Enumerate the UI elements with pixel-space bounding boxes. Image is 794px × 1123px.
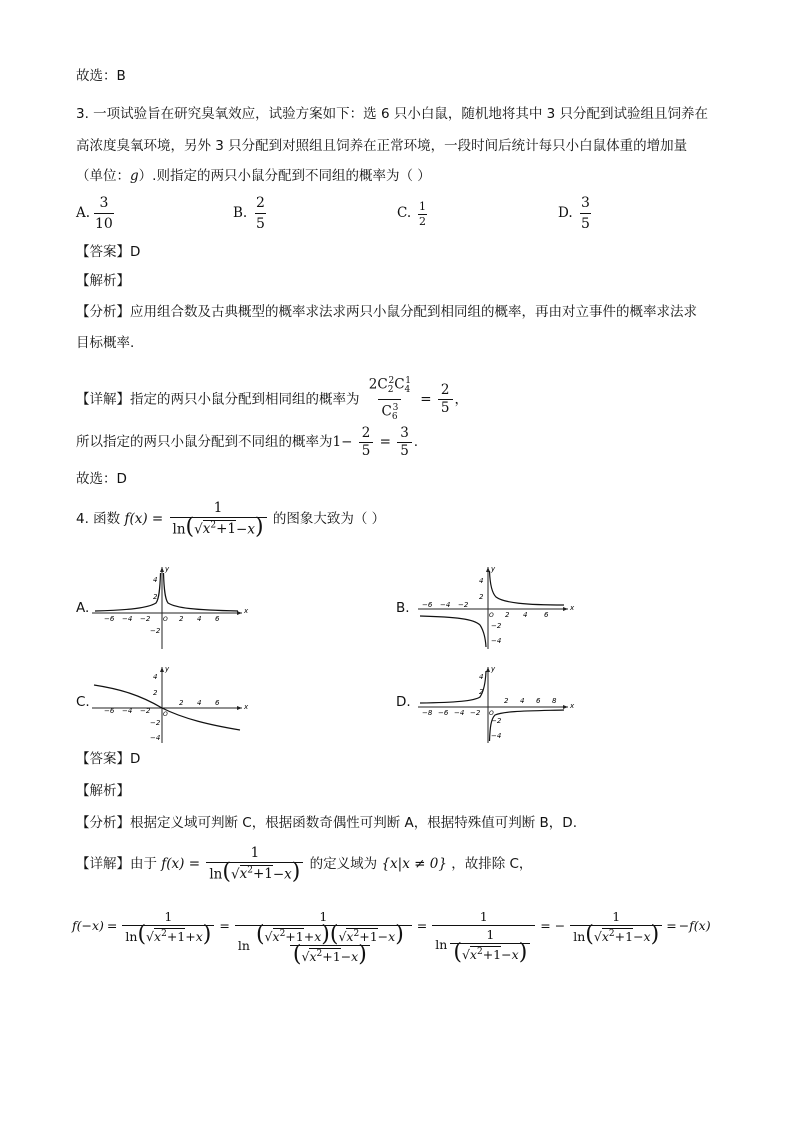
graph-c-xlabel: x bbox=[244, 703, 249, 711]
graph-d-ytick: −2 bbox=[491, 717, 502, 725]
q3-stem-line3 bbox=[76, 166, 431, 186]
graph-b-xtick: 4 bbox=[523, 611, 528, 619]
graph-c-ytick: 4 bbox=[153, 673, 158, 681]
q4-stem bbox=[76, 498, 385, 540]
q3-option-c-label: C. bbox=[397, 205, 412, 221]
q4-option-c-label: C. bbox=[76, 694, 90, 710]
graph-c-xtick: 6 bbox=[215, 699, 220, 707]
graph-d-xlabel: x bbox=[570, 702, 575, 710]
q4-option-a-label: A. bbox=[76, 600, 90, 616]
graph-d-xtick: −8 bbox=[422, 709, 433, 717]
q4-jiexi-heading: 【解析】 bbox=[76, 783, 130, 799]
q3-final-choice: 故选：D bbox=[76, 471, 127, 487]
q3-fraction-2-5 bbox=[359, 425, 374, 460]
graph-b-ylabel: y bbox=[491, 565, 496, 573]
graph-a-xlabel: x bbox=[244, 607, 249, 615]
graph-a-ytick: 4 bbox=[153, 576, 158, 584]
q3-analysis-line2: 目标概率. bbox=[76, 335, 135, 351]
q3-jiexi-heading: 【解析】 bbox=[76, 273, 130, 289]
q3-option-c-fraction bbox=[418, 200, 427, 229]
q3-analysis-line1: 【分析】应用组合数及古典概型的概率求法求两只小鼠分配到相同组的概率，再由对立事件的概率求法求 bbox=[76, 304, 697, 320]
q3-option-b-den: 5 bbox=[255, 213, 266, 234]
q3-result-num: 3 bbox=[400, 424, 409, 441]
q3-detail2-text: 所以指定的两只小鼠分配到不同组的概率为 bbox=[76, 434, 333, 450]
q3-frac-den: 5 bbox=[359, 442, 374, 460]
q3-unit-prefix: （单位： bbox=[76, 168, 130, 184]
q3-result-den: 5 bbox=[397, 442, 412, 460]
q4-step3: 1 ln $\frac{1}{(√x^2+1-x)}$ bbox=[432, 908, 535, 963]
graph-c-xtick: 2 bbox=[179, 699, 184, 707]
graph-a-xtick: −2 bbox=[140, 615, 151, 623]
q4-detail-prefix: 【详解】由于 bbox=[76, 856, 157, 872]
q3-stem-line1: 3. 一项试验旨在研究臭氧效应，试验方案如下：选 6 只小白鼠，随机地将其中 3 只分配到试验组且饲养在 bbox=[76, 106, 709, 122]
q3-frac-num: 2 bbox=[361, 424, 371, 441]
q3-stem-line2: 高浓度臭氧环境，另外 3 只分配到对照组且饲养在正常环境，一段时间后统计每只小白鼠体重的增加量 bbox=[76, 138, 688, 154]
q4-eq: = bbox=[151, 511, 164, 527]
q3-detail2-end: . bbox=[413, 434, 419, 450]
graph-a-xtick: −4 bbox=[122, 615, 133, 623]
q4-number: 4. 函数 bbox=[76, 511, 121, 527]
q4-detail-fraction: $\frac{1}{\ln(√x^2+1-x)}$ bbox=[206, 845, 303, 884]
graph-b-xtick: −4 bbox=[440, 601, 451, 609]
q4-detail-num: 1 bbox=[250, 844, 260, 861]
q4-detail-line bbox=[76, 842, 532, 886]
q3-same-group-prob bbox=[438, 382, 453, 417]
q3-option-b-fraction bbox=[255, 193, 266, 234]
q4-domain-set: {x|x ≠ 0} bbox=[381, 856, 447, 872]
q4-f-neg-x: f(−x) bbox=[72, 918, 104, 933]
graph-b-xlabel: x bbox=[570, 604, 575, 612]
graph-b-origin: O bbox=[489, 612, 494, 619]
q4-detail-eq: = bbox=[188, 856, 201, 872]
q3-combination-fraction: $\frac{2C_2^2C_4^1}{C_6^3}$ bbox=[366, 373, 414, 426]
q3-detail-line1 bbox=[76, 373, 468, 426]
q3-same-prob-den: 5 bbox=[438, 399, 453, 417]
q4-step1: $\frac{1}{\ln(√x^2+1+x)}$ bbox=[122, 908, 214, 945]
q3-stem-end: ）.则指定的两只小鼠分配到不同组的概率为（ ） bbox=[138, 168, 431, 184]
q3-detail1-eq: = bbox=[420, 391, 432, 408]
q4-num: 1 bbox=[213, 499, 223, 516]
graph-option-a bbox=[90, 563, 250, 651]
graph-c-xtick: 4 bbox=[197, 699, 202, 707]
graph-d-xtick: −2 bbox=[470, 709, 481, 717]
graph-d-ytick: 4 bbox=[479, 673, 484, 681]
answer-choice-prev: 故选：B bbox=[76, 68, 126, 84]
q3-option-a-den: 10 bbox=[94, 213, 114, 234]
graph-a-ylabel: y bbox=[165, 565, 170, 573]
q4-step2: 1 ln $\frac{(√x^2+1+x)(√x^2+1-x)}{(√x^2+1-x)}$ bbox=[235, 908, 412, 965]
q3-detail1-text: 【详解】指定的两只小鼠分配到相同组的概率为 bbox=[76, 391, 360, 408]
graph-b-xtick: −6 bbox=[422, 601, 433, 609]
graph-a-origin: O bbox=[163, 616, 168, 623]
graph-b-xtick: −2 bbox=[458, 601, 469, 609]
graph-option-c bbox=[90, 663, 250, 745]
graph-b-ytick: −2 bbox=[491, 622, 502, 630]
q3-fraction-3-5 bbox=[397, 425, 412, 460]
graph-option-b bbox=[416, 563, 576, 651]
graph-b-curve-left bbox=[420, 616, 486, 647]
q4-answer: 【答案】D bbox=[76, 751, 141, 767]
graph-b-ytick: −4 bbox=[491, 637, 502, 645]
graph-d-xtick: −6 bbox=[438, 709, 449, 717]
graph-b-xtick: 6 bbox=[544, 611, 549, 619]
graph-c-xtick: −6 bbox=[104, 707, 115, 715]
q4-odd-function-derivation: f(−x) = $\frac{1}{\ln(√x^2+1+x)}$ = 1 ln $\frac{(√x^2+1+x)(√x^2+1-x)}{(√x^2+1-x)}$ = 1 ln $\frac{1}{(√x^2+1-x)}$ = − $\frac{1}{\ln(√x^2+1-x)}$ = −f(x) bbox=[72, 909, 711, 968]
graph-a-curve-right bbox=[164, 573, 239, 611]
q3-option-d-den: 5 bbox=[580, 213, 591, 234]
graph-b-ytick: 4 bbox=[479, 577, 484, 585]
q4-detail-suffix: ，故排除 C， bbox=[451, 856, 533, 872]
q4-detail-mid: 的定义域为 bbox=[309, 856, 378, 872]
q4-neg-fx: −f(x) bbox=[678, 918, 711, 933]
graph-a-curve-left bbox=[95, 573, 161, 611]
q3-option-a-label: A. bbox=[76, 205, 91, 221]
graph-c-ytick: −2 bbox=[150, 719, 161, 727]
graph-c-xtick: −2 bbox=[140, 707, 151, 715]
graph-b-xtick: 2 bbox=[505, 611, 510, 619]
q3-option-d-label: D. bbox=[558, 205, 573, 221]
q4-analysis: 【分析】根据定义域可判断 C，根据函数奇偶性可判断 A，根据特殊值可判断 B，D. bbox=[76, 815, 577, 831]
graph-d-xtick: 4 bbox=[520, 697, 525, 705]
q4-fx: f(x) bbox=[124, 511, 148, 527]
q3-option-d-num: 3 bbox=[581, 195, 590, 211]
graph-option-d bbox=[416, 663, 576, 745]
graph-d-xtick: −4 bbox=[454, 709, 465, 717]
q3-detail2-eq: = bbox=[379, 434, 391, 450]
graph-d-ytick: −4 bbox=[491, 732, 502, 740]
graph-d-xtick: 6 bbox=[536, 697, 541, 705]
graph-c-origin: O bbox=[163, 711, 168, 718]
graph-a-xtick: 4 bbox=[197, 615, 202, 623]
graph-d-curve-left bbox=[420, 671, 486, 703]
graph-a-ytick: 2 bbox=[153, 593, 158, 601]
graph-c-xtick: −4 bbox=[122, 707, 133, 715]
q3-option-c-num: 1 bbox=[419, 200, 426, 213]
q3-option-c-den: 2 bbox=[419, 215, 426, 228]
graph-b-ytick: 2 bbox=[479, 593, 484, 601]
graph-a-ytick: −2 bbox=[150, 627, 161, 635]
graph-c-ytick: 2 bbox=[153, 689, 158, 697]
q3-detail-line2 bbox=[76, 424, 418, 460]
q3-detail1-suffix: ， bbox=[454, 391, 468, 408]
q4-option-b-label: B. bbox=[396, 600, 410, 616]
q4-detail-fx: f(x) bbox=[161, 856, 185, 872]
graph-a-xtick: −6 bbox=[104, 615, 115, 623]
q4-step4: $\frac{1}{\ln(√x^2+1-x)}$ bbox=[570, 908, 662, 945]
graph-d-xtick: 8 bbox=[552, 697, 557, 705]
q3-option-d-fraction bbox=[580, 193, 591, 234]
graph-d-ytick: 2 bbox=[479, 688, 484, 696]
graph-c-ylabel: y bbox=[165, 665, 170, 673]
graph-b-curve-right bbox=[490, 571, 565, 605]
q3-option-b-label: B. bbox=[233, 205, 248, 221]
q3-one-minus: 1− bbox=[332, 434, 353, 450]
graph-d-ylabel: y bbox=[491, 665, 496, 673]
q3-unit: g bbox=[130, 168, 139, 184]
graph-c-ytick: −4 bbox=[150, 734, 161, 742]
q4-stem-suffix: 的图象大致为（ ） bbox=[272, 511, 386, 527]
graph-d-xtick: 2 bbox=[504, 697, 509, 705]
q4-option-d-label: D. bbox=[396, 694, 411, 710]
q4-function-fraction: $\frac{1}{\ln(√x^2+1-x)}$ bbox=[170, 500, 267, 539]
graph-a-xtick: 6 bbox=[215, 615, 220, 623]
q3-answer: 【答案】D bbox=[76, 244, 141, 260]
q3-same-prob-num: 2 bbox=[440, 382, 450, 399]
q3-option-a-fraction bbox=[94, 193, 114, 234]
q3-option-a-num: 3 bbox=[99, 195, 109, 211]
graph-a-xtick: 2 bbox=[179, 615, 184, 623]
q3-option-b-num: 2 bbox=[256, 195, 265, 211]
graph-d-origin: O bbox=[489, 710, 494, 717]
